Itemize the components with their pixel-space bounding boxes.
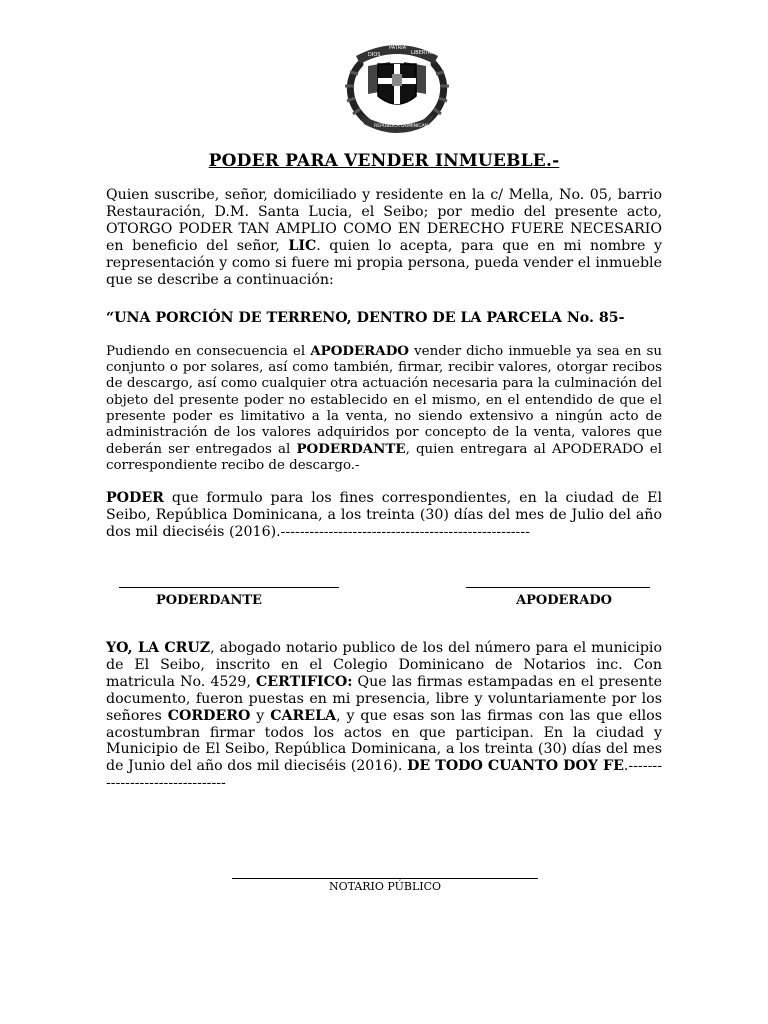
grantee-name: LIC	[288, 237, 317, 254]
powers-paragraph	[106, 343, 662, 475]
coat-of-arms-seal	[338, 34, 456, 134]
cert-text-3: y	[250, 707, 271, 724]
poderdante-term: PODERDANTE	[296, 441, 406, 458]
cert-text-5: .--------------------------------	[106, 758, 662, 792]
poderdante-signature-line	[119, 587, 339, 588]
notary-name: YO, LA CRUZ	[106, 640, 211, 656]
signer-carela: CARELA	[270, 707, 337, 724]
poder-term: PODER	[106, 490, 164, 506]
doy-fe-term: DE TODO CUANTO DOY FE	[407, 758, 624, 775]
grant-paragraph	[106, 187, 662, 288]
apoderado-term: APODERADO	[310, 343, 409, 359]
cert-text-2: Que las firmas estampadas en el presente documento, fueron puestas en mi presencia, libre y voluntariamente por los señores	[106, 673, 662, 724]
closing-paragraph	[106, 490, 662, 541]
grant-text-2: . quien lo acepta, para que en mi nombre y representación y como si fuere mi propia persona, pueda vender el inmueble que se describe a continuación:	[106, 237, 662, 288]
certifico-term: CERTIFICO:	[256, 673, 353, 690]
notary-certification	[106, 640, 662, 792]
grant-text-1: Quien suscribe, señor, domiciliado y residente en la c/ Mella, No. 05, barrio Restauración, D.M. Santa Lucia, el Seibo; por medio del presente acto, OTORGO PODER TAN AMPLIO COMO EN DERECHO FUERE NECESARIO en beneficio del señor,	[106, 187, 662, 254]
powers-text-3: , quien entregara al APODERADO el correspondiente recibo de descargo.-	[106, 442, 662, 474]
powers-text-2: vender dicho inmueble ya sea en su conjunto o por solares, así como también, firmar, recibir valores, otorgar recibos de descargo, así como cualquier otra actuación necesaria para la culminación del objeto del presente poder no establecido en el mismo, en el entendido de que el presente poder es limitativo a la venta, no siendo extensivo a ningún acto de administración de los valores adquiridos por concepto de la venta, valores que deberán ser entregados al	[106, 344, 663, 458]
seal-motto-center: PATRIA	[389, 45, 407, 51]
seal-ribbon-text: REPÚBLICA DOMINICANA	[374, 124, 432, 129]
closing-text: que formulo para los fines correspondientes, en la ciudad de El Seibo, República Dominicana, a los treinta (30) días del mes de Julio del año dos mil dieciséis (2016).----------------------------------------------------	[106, 490, 662, 540]
cert-text-1: , abogado notario publico de los del número para el municipio de El Seibo, inscrito en el Colegio Dominicano de Notarios inc. Con matricula No. 4529,	[106, 640, 662, 690]
property-description: “UNA PORCIÓN DE TERRENO, DENTRO DE LA PARCELA No. 85-	[106, 310, 625, 326]
signer-cordero: CORDERO	[167, 707, 251, 724]
apoderado-label: APODERADO	[516, 593, 612, 608]
powers-text-1: Pudiendo en consecuencia el	[106, 344, 311, 359]
seal-motto-right: LIBERTAD	[411, 50, 435, 56]
notary-signature-line	[232, 878, 538, 879]
apoderado-signature-line	[466, 587, 650, 588]
cert-text-4: , y que esas son las firmas con las que ellos acostumbran firmar todos los actos en que participan. En la ciudad y Municipio de El Seibo, República Dominicana, a los treinta (30) días del mes de Junio del año dos mil dieciséis (2016).	[106, 707, 662, 775]
poderdante-label: PODERDANTE	[156, 593, 262, 608]
notary-label: NOTARIO PÚBLICO	[328, 880, 442, 893]
seal-motto-left: DIOS	[368, 52, 381, 58]
document-title: PODER PARA VENDER INMUEBLE.-	[208, 151, 560, 171]
